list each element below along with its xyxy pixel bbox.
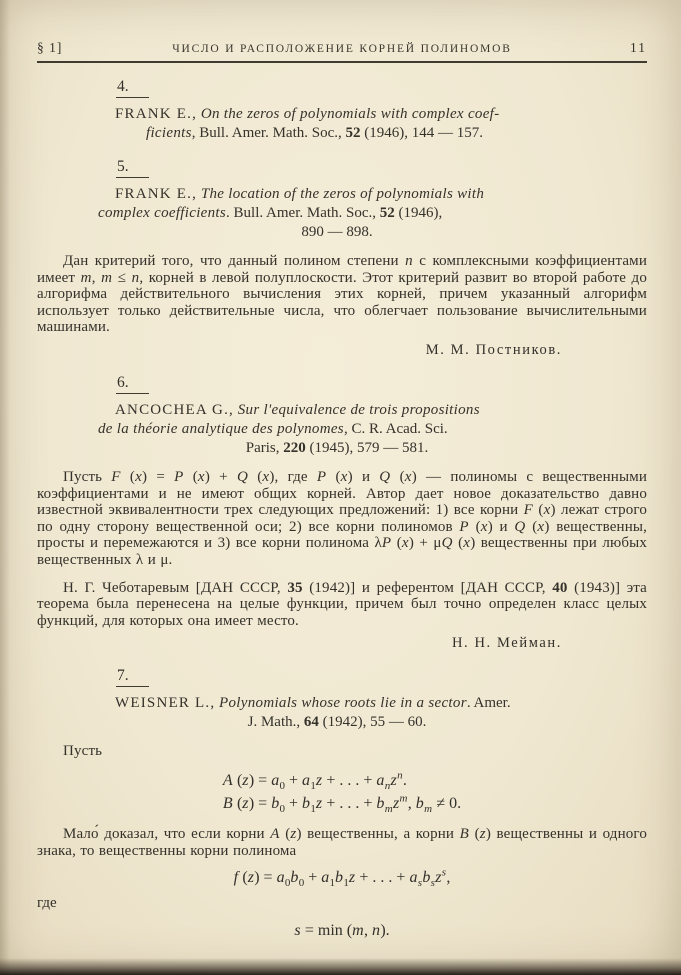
reference-citation	[98, 401, 576, 458]
page-number: 11	[630, 40, 647, 55]
reference-citation	[98, 185, 576, 242]
reference-line: Paris, 220 (1945), 579 — 581.	[245, 439, 429, 456]
abstract-lead: Пусть	[63, 743, 103, 760]
reference-line: ficients, Bull. Amer. Math. Soc., 52 (1946), 144 — 157.	[146, 125, 483, 141]
where-label: где	[37, 895, 57, 912]
entry-number	[116, 667, 647, 687]
entry-number-label: 7.	[116, 667, 149, 687]
scan-left-shadow	[0, 0, 10, 975]
entry-6	[37, 374, 647, 652]
reference-citation	[98, 105, 576, 143]
equation-group	[223, 769, 461, 815]
abstract-paragraph: Н. Г. Чеботаревым [ДАН СССР, 35 (1942)] и референтом [ДАН СССР, 40 (1943)] эта теорема была перенесена на целые функции, причем был точно определен класс целых функций, для которых она имеет место.	[37, 579, 647, 629]
reference-citation	[98, 694, 576, 732]
abstract-paragraph: Пусть F (x) = P (x) + Q (x), где P (x) и Q (x) — полиномы с вещественными коэффициентами и не имеют общих корней. Автор дает новое доказательство давно известной эквивалентности трех следующих предложений: 1) все корни F (x) лежат строго по одну сторону вещественной оси; 2) все корни полиномов P (x) и Q (x) вещественны, просты и перемежаются и 3) все корни полинома λP (x) + μQ (x) вещественны при любых вещественных λ и μ.	[37, 468, 648, 568]
reference-line: FRANK E., On the zeros of polynomials with complex coef-	[115, 106, 500, 122]
reference-line: ANCOCHEA G., Sur l'equivalence de trois propositions	[115, 401, 480, 418]
abstract-paragraph: Мало́ доказал, что если корни A (z) вещественны, а корни B (z) вещественны и одного знака, то вещественны корни полинома	[37, 825, 647, 859]
entry-number-label: 4.	[116, 78, 149, 98]
scan-bottom-shadow	[0, 958, 681, 975]
reference-line: de la théorie analytique des polynomes, C. R. Acad. Sci.	[98, 420, 448, 437]
entry-number-label: 6.	[116, 374, 149, 394]
running-title: ЧИСЛО И РАСПОЛОЖЕНИЕ КОРНЕЙ ПОЛИНОМОВ	[172, 43, 512, 55]
entry-number	[116, 158, 647, 178]
entry-number-label: 5.	[116, 158, 149, 178]
equation-f: f $(z) = a_0b_0 + a_1b_1z$ + . . . + $a_sb_sz^s$,	[233, 866, 451, 890]
entry-4	[37, 78, 647, 143]
displayed-equations	[37, 769, 647, 815]
equation-A: A $(z) = a_0 + a_1z$ + . . . + $a_nz^n$.	[222, 769, 407, 793]
reference-line: complex coefficients. Bull. Amer. Math. Soc., 52 (1946),	[98, 205, 443, 221]
reference-line: 890 — 898.	[301, 224, 373, 240]
reference-line: FRANK E., The location of the zeros of polynomials with	[115, 186, 485, 202]
section-mark: § 1]	[37, 40, 63, 55]
reviewer-signature: Н. Н. Мейман.	[451, 635, 562, 652]
reviewer-signature: М. М. Постников.	[425, 341, 562, 358]
equation-s: s = min (m, n).	[294, 922, 390, 940]
reference-line: J. Math., 64 (1942), 55 — 60.	[247, 714, 427, 731]
running-header	[37, 40, 647, 56]
entry-number	[116, 374, 647, 394]
entry-7	[37, 667, 647, 940]
equation-B: B $(z) = b_0 + b_1z$ + . . . + $b_mz^m$, $b_m \ne 0$.	[222, 792, 462, 816]
header-rule	[37, 61, 647, 63]
entry-5	[37, 158, 647, 359]
reference-line: WEISNER L., Polynomials whose roots lie in a sector. Amer.	[115, 695, 511, 712]
abstract-paragraph: Дан критерий того, что данный полином степени n с комплексными коэффициентами имеет m, m ≤ n, корней в левой полуплоскости. Этот критерий развит во второй работе до алгорифма действительного вычисления этих корней, причем указанный алгорифм использует только действительные числа, что облегчает пользование вычислительными машинами.	[37, 253, 647, 336]
entry-number	[116, 78, 647, 98]
